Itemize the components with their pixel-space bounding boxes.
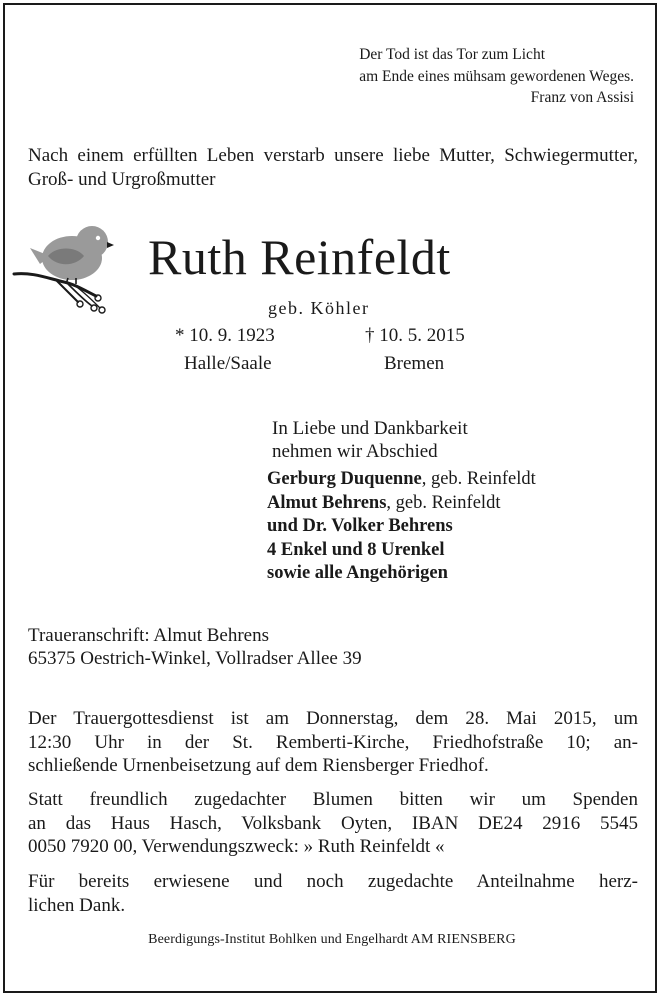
address-line: Traueranschrift: Almut Behrens (28, 625, 269, 646)
birth-date: * 10. 9. 1923 (175, 325, 275, 346)
quote-line: am Ende eines mühsam gewordenen Weges. (359, 67, 634, 85)
service-line: 12:30 Uhr in der St. Remberti-Kirche, Friedhofstraße 10; an- (28, 731, 638, 753)
mourning-address (28, 624, 362, 670)
family-member-suffix: , geb. Reinfeldt (386, 492, 501, 513)
family-member-suffix: , geb. Reinfeldt (421, 469, 536, 489)
family-member-name: Gerburg Duquenne (267, 469, 422, 489)
death-date: † 10. 5. 2015 (365, 325, 465, 346)
bird-eye (96, 236, 100, 240)
bird-on-branch-icon (12, 222, 122, 318)
bird-beak (107, 242, 114, 248)
service-line: schließende Urnenbeisetzung auf dem Riensberger Friedhof. (28, 755, 489, 776)
quote-block (359, 44, 634, 109)
death-place: Bremen (384, 353, 445, 374)
funeral-home-footer: Beerdigungs-Institut Bohlken und Engelhardt AM RIENSBERG (148, 932, 516, 947)
family-list (267, 468, 536, 586)
thanks-line: lichen Dank. (28, 894, 126, 916)
berry (77, 301, 83, 307)
service-paragraph (28, 707, 638, 778)
maiden-name: geb. Köhler (268, 298, 370, 318)
quote-author: Franz von Assisi (530, 89, 634, 106)
family-member: und Dr. Volker Behrens (267, 516, 453, 536)
donation-line: Statt freundlich zugedachter Blumen bitten wir um Spenden (28, 789, 638, 810)
family-member: 4 Enkel und 8 Urenkel (267, 539, 445, 560)
service-line: Der Trauergottesdienst ist am Donnerstag, dem 28. Mai 2015, um (28, 708, 638, 729)
berry (99, 307, 105, 313)
family-member-name: Almut Behrens (267, 492, 387, 513)
quote-line: Der Tod ist das Tor zum Licht (359, 46, 545, 63)
family-member (267, 492, 536, 516)
address-line: 65375 Oestrich-Winkel, Vollradser Allee 39 (28, 648, 362, 669)
donation-line: 0050 7920 00, Verwendungszweck: » Ruth Reinfeldt « (28, 836, 445, 857)
thanks-line: Für bereits erwiesene und noch zugedachte Anteilnahme herz- (28, 871, 638, 892)
thanks-paragraph (28, 870, 638, 917)
berry (91, 305, 97, 311)
donation-paragraph (28, 788, 638, 859)
farewell-line: In Liebe und Dankbarkeit (272, 418, 468, 439)
family-member (267, 468, 536, 492)
farewell-text (272, 417, 468, 463)
farewell-line: nehmen wir Abschied (272, 441, 438, 462)
deceased-name: Ruth Reinfeldt (148, 229, 451, 285)
family-member: sowie alle Angehörigen (267, 563, 448, 583)
donation-line: an das Haus Hasch, Volksbank Oyten, IBAN DE24 2916 5545 (28, 812, 638, 834)
berry (95, 295, 101, 301)
birth-place: Halle/Saale (184, 353, 272, 374)
intro-text: Nach einem erfüllten Leben verstarb unsere liebe Mutter, Schwiegermutter, Groß- und Urgroßmutter (28, 145, 638, 190)
